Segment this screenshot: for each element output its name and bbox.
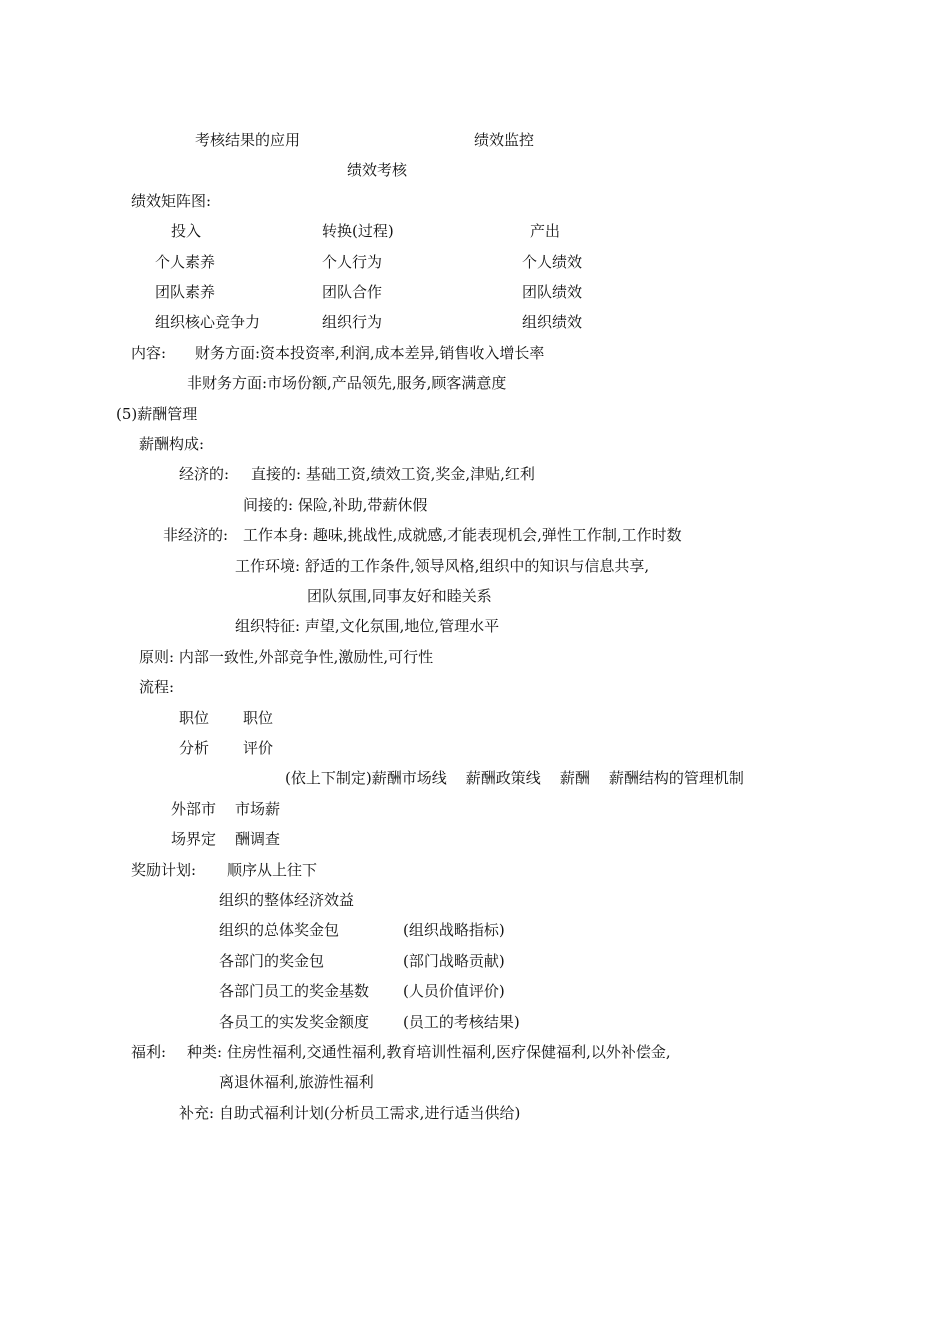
process-define: 场界定 <box>171 830 217 848</box>
content-label: 内容: <box>131 344 167 362</box>
composition-title: 薪酬构成: <box>139 435 205 453</box>
cycle-appraisal: 绩效考核 <box>347 161 408 179</box>
matrix-header-output: 产出 <box>530 222 561 240</box>
matrix-cell: 组织核心竞争力 <box>155 313 261 331</box>
process-market-1: 外部市 <box>171 800 217 818</box>
matrix-cell: 团队绩效 <box>522 283 583 301</box>
process-title: 流程: <box>139 678 175 696</box>
process-survey: 酬调查 <box>235 830 281 848</box>
process-job-1: 职位 <box>179 709 210 727</box>
content-nonfinancial: 非财务方面:市场份额,产品领先,服务,顾客满意度 <box>187 374 507 392</box>
matrix-cell: 团队素养 <box>155 283 216 301</box>
bonus-item-note: (部门战略贡献) <box>403 952 505 970</box>
process-market-2: 市场薪 <box>235 800 281 818</box>
matrix-cell: 个人素养 <box>155 253 216 271</box>
section-heading: (5)薪酬管理 <box>116 405 198 423</box>
cycle-result-application: 考核结果的应用 <box>195 131 301 149</box>
welfare-types: 种类: 住房性福利,交通性福利,教育培训性福利,医疗保健福利,以外补偿金, <box>187 1043 671 1061</box>
welfare-types-cont: 离退休福利,旅游性福利 <box>219 1073 374 1091</box>
work-environment: 工作环境: 舒适的工作条件,领导风格,组织中的知识与信息共享, <box>235 557 650 575</box>
bonus-item: 组织的整体经济效益 <box>219 891 355 909</box>
bonus-order: 顺序从上往下 <box>227 861 318 879</box>
matrix-cell: 个人行为 <box>322 253 383 271</box>
bonus-item-note: (组织战略指标) <box>403 921 505 939</box>
principles: 原则: 内部一致性,外部竞争性,激励性,可行性 <box>139 648 434 666</box>
welfare-label: 福利: <box>131 1043 167 1061</box>
job-itself: 工作本身: 趣味,挑战性,成就感,才能表现机会,弹性工作制,工作时数 <box>243 526 682 544</box>
matrix-cell: 组织行为 <box>322 313 383 331</box>
bonus-item: 组织的总体奖金包 <box>219 921 340 939</box>
process-sequence: (依上下制定)薪酬市场线 薪酬政策线 薪酬 薪酬结构的管理机制 <box>285 769 744 787</box>
direct-pay: 直接的: 基础工资,绩效工资,奖金,津贴,红利 <box>251 465 535 483</box>
economic-label: 经济的: <box>179 465 230 483</box>
bonus-label: 奖励计划: <box>131 861 197 879</box>
indirect-pay: 间接的: 保险,补助,带薪休假 <box>243 496 428 514</box>
matrix-cell: 个人绩效 <box>522 253 583 271</box>
process-analysis: 分析 <box>179 739 210 757</box>
org-features: 组织特征: 声望,文化氛围,地位,管理水平 <box>235 617 500 635</box>
matrix-title: 绩效矩阵图: <box>131 192 212 210</box>
work-environment-cont: 团队氛围,同事友好和睦关系 <box>307 587 492 605</box>
cycle-monitoring: 绩效监控 <box>474 131 535 149</box>
bonus-item-note: (员工的考核结果) <box>403 1013 520 1031</box>
matrix-header-input: 投入 <box>171 222 202 240</box>
bonus-item-note: (人员价值评价) <box>403 982 505 1000</box>
matrix-cell: 团队合作 <box>322 283 383 301</box>
bonus-item: 各部门的奖金包 <box>219 952 325 970</box>
process-evaluation: 评价 <box>243 739 274 757</box>
bonus-item: 各员工的实发奖金额度 <box>219 1013 370 1031</box>
noneconomic-label: 非经济的: <box>163 526 229 544</box>
content-financial: 财务方面:资本投资率,利润,成本差异,销售收入增长率 <box>195 344 545 362</box>
bonus-item: 各部门员工的奖金基数 <box>219 982 370 1000</box>
matrix-cell: 组织绩效 <box>522 313 583 331</box>
welfare-supplement: 补充: 自助式福利计划(分析员工需求,进行适当供给) <box>179 1104 521 1122</box>
matrix-header-process: 转换(过程) <box>322 222 394 240</box>
process-job-2: 职位 <box>243 709 274 727</box>
